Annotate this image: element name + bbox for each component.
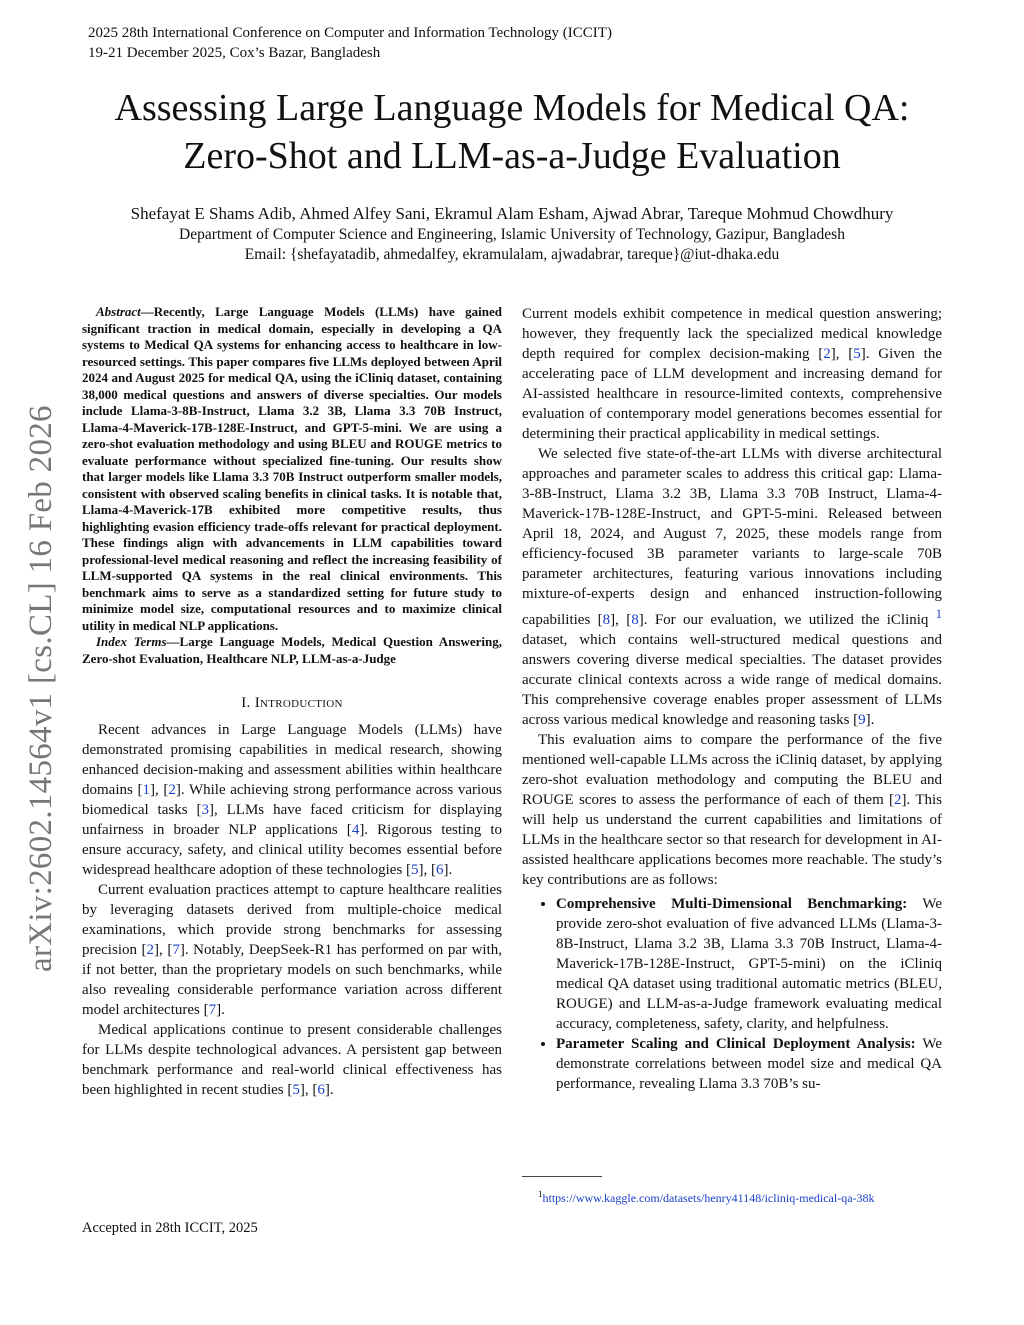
text: ]. Rigorous testing to ensure accuracy, safety, and clinical utility becomes essential before widespread healthcare adoption of these technologies [ <box>82 822 502 878</box>
citation-link[interactable]: 6 <box>436 862 444 878</box>
section-number: I. <box>241 695 251 711</box>
text: Current models exhibit competence in medical question answering; however, they frequently lack the specialized medical knowledge depth required for complex decision-making [ <box>522 306 942 362</box>
paper-title-line-2: Zero-Shot and LLM-as-a-Judge Evaluation <box>183 135 841 177</box>
list-item <box>556 1034 942 1094</box>
intro-paragraph-5 <box>522 444 942 730</box>
index-terms-label: Index Terms <box>96 634 167 649</box>
contribution-title: Comprehensive Multi-Dimensional Benchmarking: <box>556 896 908 912</box>
footnote-divider <box>522 1176 602 1177</box>
abstract-label: Abstract <box>96 304 141 319</box>
text: ], [ <box>149 782 169 798</box>
contribution-text: We provide zero-shot evaluation of five advanced LLMs (Llama-3-8B-Instruct, Llama 3.2 3B, Llama 3.3 70B Instruct, Llama-4-Maverick-17B-128E-Instruct, GPT-5-mini) on the iCliniq medical QA dataset using traditional automatic metrics (BLEU, ROUGE) and LLM-as-a-Judge framework evaluating medical accuracy, completeness, safety, clarity, and helpfulness. <box>556 896 943 1032</box>
intro-paragraph-4 <box>522 304 942 444</box>
affiliation: Department of Computer Science and Engineering, Islamic University of Technology, Gazipur, Bangladesh <box>179 226 845 243</box>
text: ], [ <box>299 1082 318 1098</box>
citation-link[interactable]: 7 <box>208 1002 217 1018</box>
citation-link[interactable]: 2 <box>168 782 176 798</box>
text: We selected five state-of-the-art LLMs with diverse architectural approaches and parameter scales to address this critical gap: Llama-3-8B-Instruct, Llama 3.2 3B, Llama 3.3 70B Instruct, Llama-4-Maverick-17B-128E-Instruct, and GPT-5-mini. Released between April 18, 2024, and August 7, 2025, these models range from efficiency-focused 3B parameter variants to large-scale 70B parameter architectures, featuring various innovations including mixture-of-experts design and enhanced instruction-following capabilities [ <box>522 446 942 628</box>
left-column <box>82 304 502 1100</box>
text: Medical applications continue to present considerable challenges for LLMs despite technological advances. A persistent gap between benchmark performance and real-world clinical effectiveness has been highlighted in recent studies [ <box>82 1022 502 1098</box>
citation-link[interactable]: 5 <box>853 346 861 362</box>
text: ]. <box>324 1082 334 1098</box>
acceptance-note: Accepted in 28th ICCIT, 2025 <box>82 1220 258 1236</box>
text: ]. Notably, DeepSeek-R1 has performed on par with, if not better, than the proprietary models on such benchmarks, while also revealing considerable performance variation across different model architectures [ <box>82 942 502 1018</box>
citation-link[interactable]: 2 <box>146 942 155 958</box>
citation-link[interactable]: 2 <box>823 346 831 362</box>
intro-paragraph-1 <box>82 720 502 880</box>
text: ]. <box>865 712 875 728</box>
text: ], [ <box>830 346 854 362</box>
citation-link[interactable]: 8 <box>602 612 611 628</box>
text: ], [ <box>610 612 632 628</box>
text: ], [ <box>418 862 437 878</box>
citation-link[interactable]: 6 <box>317 1082 325 1098</box>
footnote-number: 1 <box>538 1189 543 1199</box>
index-terms <box>82 634 502 667</box>
conference-dates-location: 19-21 December 2025, Cox’s Bazar, Bangladesh <box>88 45 381 61</box>
index-terms-text: —Large Language Models, Medical Question Answering, Zero-shot Evaluation, Healthcare NLP, LLM-as-a-Judge <box>82 634 503 666</box>
text: Recent advances in Large Language Models (LLMs) have demonstrated promising capabilities in medical research, showing enhanced decision-making and assessment abilities within healthcare domains [ <box>82 722 502 798</box>
citation-link[interactable]: 1 <box>142 782 150 798</box>
citation-link[interactable]: 8 <box>631 612 639 628</box>
citation-link[interactable]: 5 <box>292 1082 300 1098</box>
paper-title-line-1: Assessing Large Language Models for Medical QA: <box>114 87 910 129</box>
text: ]. <box>216 1002 225 1018</box>
list-item <box>556 894 942 1034</box>
citation-link[interactable]: 3 <box>201 802 209 818</box>
abstract <box>82 304 502 634</box>
text: ]. For our evaluation, we utilized the iCliniq <box>638 612 936 628</box>
text: ]. <box>443 862 453 878</box>
intro-paragraph-2 <box>82 880 502 1020</box>
text: ], LLMs have faced criticism for displaying unfairness in broader NLP applications [ <box>82 802 502 838</box>
intro-paragraph-6 <box>522 730 942 890</box>
text: This evaluation aims to compare the performance of the five mentioned well-capable LLMs across the iCliniq dataset, by applying zero-shot evaluation methodology and computing the BLEU and ROUGE scores to assess the performance of each of them [ <box>522 732 942 808</box>
citation-link[interactable]: 5 <box>411 862 419 878</box>
text: ]. While achieving strong performance across various biomedical tasks [ <box>82 782 502 818</box>
text: Current evaluation practices attempt to capture healthcare realities by leveraging datasets derived from multiple-choice medical examinations, which provide strong benchmarks for assessing precision [ <box>82 882 502 958</box>
abstract-text: —Recently, Large Language Models (LLMs) have gained significant traction in medical domain, especially in developing a QA systems to Medical QA systems for enhancing access to healthcare in low-resourced settings. This paper compares five LLMs deployed between April 2024 and August 2025 for medical QA, using the iCliniq dataset, containing 38,000 medical questions and answers of diverse specialties. Our models include Llama-3-8B-Instruct, Llama 3.2 3B, Llama 3.3 70B Instruct, Llama-4-Maverick-17B-128E-Instruct, and GPT-5-mini. We are using a zero-shot evaluation methodology and using BLEU and ROUGE metrics to evaluate performance without specialized fine-tuning. Our results show that larger models like Llama 3.3 70B Instruct outperform smaller models, consistent with observed scaling benefits in clinical tasks. It is notable that, Llama-4-Maverick-17B exhibited more competitive results, thus highlighting evasion efficiency trade-offs relevant for practical deployment. These findings align with advancements in LLM capabilities toward professional-level medical reasoning and reflect the increasing feasibility of LLM-supported QA systems in the real clinical environments. This benchmark aims to serve as a standardized setting for future study to minimize model size, computational resources and to maximize clinical utility in medical NLP applications. <box>82 304 502 633</box>
citation-link[interactable]: 9 <box>858 712 866 728</box>
citation-link[interactable]: 4 <box>351 822 360 838</box>
text: ]. Given the accelerating pace of LLM development and increasing demand for AI-assisted healthcare in resource-limited contexts, comprehensive evaluation of contemporary model generations becomes essential for determining their practical applicability in medical settings. <box>522 346 942 442</box>
author-list: Shefayat E Shams Adib, Ahmed Alfey Sani, Ekramul Alam Esham, Ajwad Abrar, Tareque Mohmud Chowdhury <box>130 204 894 223</box>
citation-link[interactable]: 7 <box>172 942 180 958</box>
text: dataset, which contains well-structured medical questions and answers covering diverse medical specialties. The dataset provides accurate clinical contexts across a wide range of medical domains. This comprehensive coverage enables proper assessment of LLMs across various medical knowledge and reasoning tasks [ <box>522 632 942 728</box>
dataset-link[interactable]: https://www.kaggle.com/datasets/henry41148/icliniq-medical-qa-38k <box>542 1191 875 1205</box>
text: ], [ <box>154 942 173 958</box>
intro-paragraph-3 <box>82 1020 502 1100</box>
contribution-text: We demonstrate correlations between model size and medical QA performance, revealing Llama 3.3 70B’s su- <box>556 1036 942 1092</box>
email-line: Email: {shefayatadib, ahmedalfey, ekramulalam, ajwadabrar, tareque}@iut-dhaka.edu <box>244 246 780 263</box>
right-column <box>522 304 942 1094</box>
section-heading-introduction <box>82 695 502 712</box>
section-title: Introduction <box>254 695 343 711</box>
contributions-list <box>522 894 942 1094</box>
citation-link[interactable]: 2 <box>894 792 902 808</box>
footnote <box>538 1186 875 1206</box>
text: ]. This will help us understand the current capabilities and limitations of LLMs in the healthcare sector so that research for development in AI-assisted healthcare applications becomes more reachable. The study’s key contributions are as follows: <box>522 792 942 888</box>
arxiv-identifier: arXiv:2602.14564v1 [cs.CL] 16 Feb 2026 <box>23 405 59 972</box>
contribution-title: Parameter Scaling and Clinical Deployment Analysis: <box>556 1036 916 1052</box>
footnote-marker[interactable]: 1 <box>935 607 943 621</box>
conference-name: 2025 28th International Conference on Computer and Information Technology (ICCIT) <box>88 25 612 41</box>
